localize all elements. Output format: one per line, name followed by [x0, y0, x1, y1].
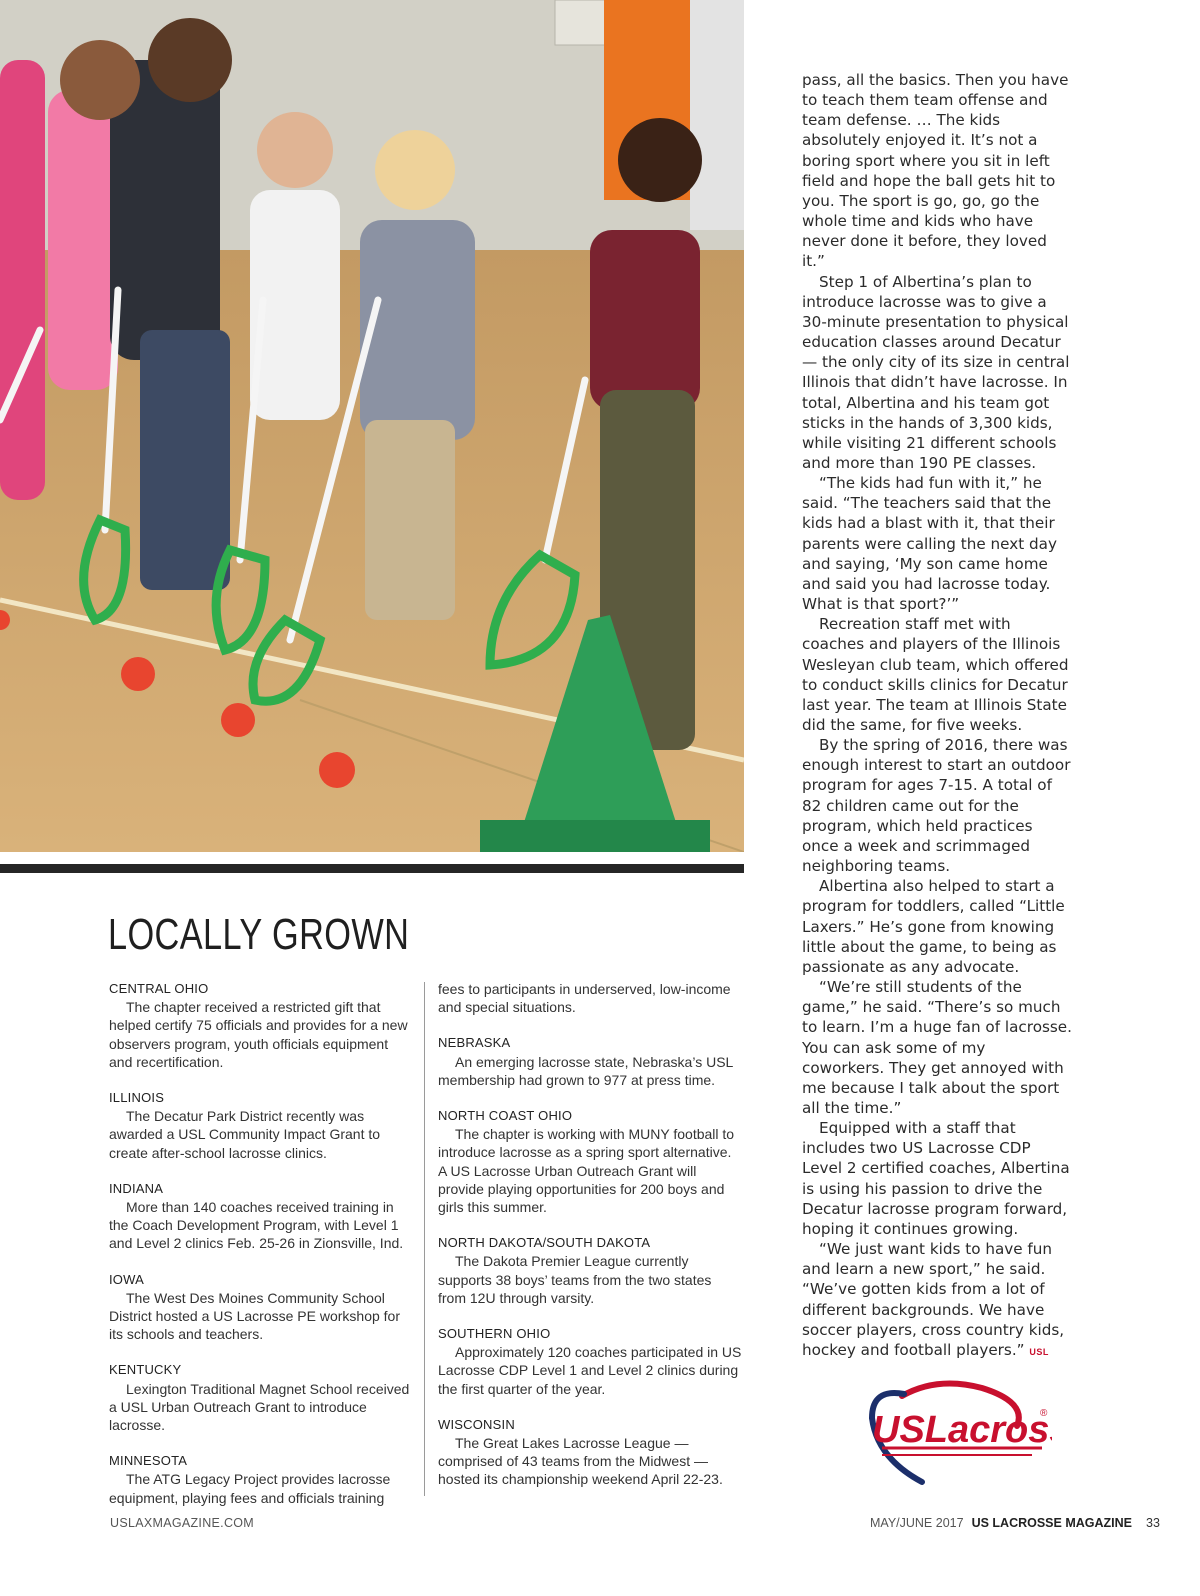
chapter-text: The Great Lakes Lacrosse League — comprised of 43 teams from the Midwest — hosted its championship weekend April 22-23.: [438, 1435, 723, 1488]
chapter-name: ILLINOIS: [109, 1090, 165, 1106]
chapter-entry: [109, 1180, 414, 1253]
chapter-text: The chapter received a restricted gift that helped certify 75 officials and provides for a new observers program, youth officials equipment and recertification.: [109, 999, 408, 1070]
chapter-text: More than 140 coaches received training in the Coach Development Program, with Level 1 and Level 2 clinics Feb. 25-26 in Zionsville, Ind.: [109, 1199, 404, 1252]
chapter-name: MINNESOTA: [109, 1453, 188, 1469]
chapter-name: NEBRASKA: [438, 1035, 511, 1051]
logo-registered-mark: ®: [1040, 1408, 1048, 1419]
article-paragraph: Recreation staff met with coaches and players of the Illinois Wesleyan club team, which offered to conduct skills clinics for Decatur last year. The team at Illinois State did the same, for five weeks.: [802, 615, 1069, 734]
article-paragraph: pass, all the basics. Then you have to teach them team offense and team defense. … The kids absolutely enjoyed it. It’s not a boring sport where you sit in left field and hope the ball gets hit to you. The sport is go, go, go the whole time and kids who have never done it before, they loved it.”: [802, 71, 1069, 271]
article-paragraph-last: [802, 1239, 1072, 1362]
article-column: [802, 70, 1072, 1362]
chapter-name: NORTH DAKOTA/SOUTH DAKOTA: [438, 1235, 651, 1251]
chapter-entry: [438, 1034, 743, 1089]
page-number: 33: [1146, 1516, 1160, 1530]
locally-grown-left-column: [109, 980, 414, 1525]
chapter-entry: [109, 980, 414, 1071]
column-divider: [424, 982, 425, 1496]
chapter-text: The chapter is working with MUNY football to introduce lacrosse as a spring sport alternative. A US Lacrosse Urban Outreach Grant will provide playing opportunities for 200 boys and girls this summer.: [438, 1126, 735, 1216]
chapter-text: Lexington Traditional Magnet School received a USL Urban Outreach Grant to introduce lacrosse.: [109, 1380, 410, 1434]
us-lacrosse-logo: [842, 1378, 1052, 1488]
chapter-name: IOWA: [109, 1271, 144, 1287]
article-paragraph: Step 1 of Albertina’s plan to introduce lacrosse was to give a 30-minute presentation to physical education classes around Decatur — the only city of its size in central Illinois that didn’t have lacrosse. In total, Albertina and his team got sticks in the hands of 3,300 kids, while visiting 21 different schools and more than 190 PE classes.: [802, 272, 1070, 472]
photo-divider-bar: [0, 864, 744, 873]
chapter-text: An emerging lacrosse state, Nebraska’s USL membership had grown to 977 at press time.: [438, 1053, 733, 1088]
article-paragraph: Albertina also helped to start a program for toddlers, called “Little Laxers.” He’s gone from knowing little about the game, to being as passionate as any advocate.: [802, 877, 1065, 976]
kids-lacrosse-photo: [0, 0, 744, 852]
chapter-entry: [109, 1452, 414, 1507]
chapter-entry: [438, 1107, 743, 1216]
chapter-name: NORTH COAST OHIO: [438, 1108, 573, 1124]
article-paragraph: By the spring of 2016, there was enough interest to start an outdoor program for ages 7-15. A total of 82 children came out for the program, which held practices once a week and scrimmaged neighboring teams.: [802, 736, 1071, 876]
chapter-name: CENTRAL OHIO: [109, 981, 209, 996]
footer-issue-date: MAY/JUNE 2017: [870, 1516, 964, 1530]
chapter-entry: [109, 1089, 414, 1162]
chapter-text: The West Des Moines Community School District hosted a US Lacrosse PE workshop for its schools and teachers.: [109, 1289, 401, 1343]
logo-wordmark: USLacros: [872, 1409, 1050, 1451]
chapter-name: INDIANA: [109, 1180, 164, 1196]
chapter-text: The Decatur Park District recently was awarded a USL Community Impact Grant to create after-school lacrosse clinics.: [109, 1108, 381, 1161]
footer-issue-info: [870, 1516, 1160, 1530]
chapter-entry: [438, 1234, 743, 1307]
chapter-entry: [438, 1416, 743, 1489]
chapter-name: KENTUCKY: [109, 1362, 182, 1378]
chapter-entry: [109, 1271, 414, 1344]
chapter-text: Approximately 120 coaches participated in US Lacrosse CDP Level 1 and Level 2 clinics during the first quarter of the year.: [438, 1344, 742, 1397]
footer-magazine-name: US LACROSSE MAGAZINE: [971, 1516, 1132, 1530]
footer-url: USLAXMAGAZINE.COM: [110, 1516, 255, 1530]
article-paragraph: “The kids had fun with it,” he said. “The teachers said that the kids had a blast with it, that their parents were calling the next day and saying, ‘My son came home and said you had lacrosse today. What is that sport?’”: [802, 474, 1057, 614]
chapter-text: fees to participants in underserved, low-income and special situations.: [438, 981, 731, 1016]
chapter-name: WISCONSIN: [438, 1416, 515, 1432]
lacrosse-stick-logo-icon: [842, 1378, 1052, 1488]
locally-grown-title: LOCALLY GROWN: [108, 910, 410, 959]
chapter-entry-continued: [438, 980, 743, 1016]
chapter-text: The Dakota Premier League currently supports 38 boys’ teams from the two states from 12U through varsity.: [438, 1253, 712, 1306]
chapter-name: SOUTHERN OHIO: [438, 1326, 551, 1342]
article-paragraph-text: “We just want kids to have fun and learn a new sport,” he said. “We’ve gotten kids from a lot of different backgrounds. We have soccer players, cross country kids, hockey and football players.”: [802, 1240, 1065, 1359]
article-end-tag: USL: [1029, 1346, 1049, 1357]
article-paragraph: “We’re still students of the game,” he said. “There’s so much to learn. I’m a huge fan of lacrosse. You can ask some of my coworkers. They get annoyed with me because I talk about the sport all the time.”: [802, 978, 1072, 1117]
chapter-entry: [438, 1325, 743, 1398]
chapter-text: The ATG Legacy Project provides lacrosse equipment, playing fees and officials training: [109, 1471, 391, 1506]
locally-grown-right-column: [438, 980, 743, 1507]
photo-illustration: [0, 0, 744, 852]
chapter-entry: [109, 1361, 414, 1434]
article-paragraph: Equipped with a staff that includes two US Lacrosse CDP Level 2 certified coaches, Albertina is using his passion to drive the Decatur lacrosse program forward, hoping it continues growing.: [802, 1119, 1070, 1238]
